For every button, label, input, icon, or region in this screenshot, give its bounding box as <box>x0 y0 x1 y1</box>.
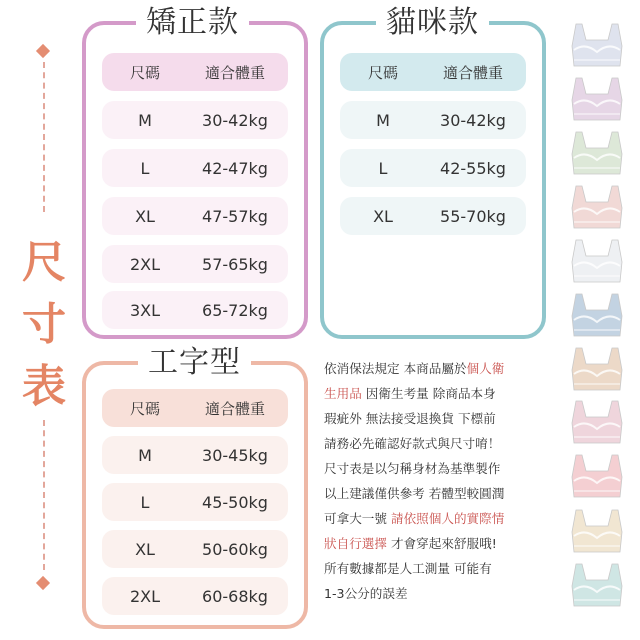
size-cell: M <box>138 110 152 130</box>
bra-thumb-5 <box>562 236 632 286</box>
notice-line: 所有數據都是人工測量 可能有 <box>324 561 492 576</box>
bra-thumb-4 <box>562 182 632 232</box>
bra-icon <box>562 74 632 124</box>
bra-icon <box>562 397 632 447</box>
weight-cell: 47-57kg <box>202 206 268 226</box>
table-row <box>102 101 288 139</box>
bra-icon <box>562 506 632 556</box>
table-title: 貓咪款 <box>376 3 489 43</box>
size-cell: L <box>140 492 150 512</box>
bra-icon <box>562 560 632 610</box>
weight-cell: 30-42kg <box>440 110 506 130</box>
column-header-weight: 適合體重 <box>204 399 265 418</box>
table-header-row <box>102 389 288 427</box>
bra-thumb-2 <box>562 74 632 124</box>
size-cell: M <box>376 110 390 130</box>
notice-line: 依消保法規定 本商品屬於個人衛 <box>324 361 505 376</box>
table-header-row <box>102 53 288 91</box>
size-cell: XL <box>135 539 155 559</box>
column-header-weight: 適合體重 <box>442 63 503 82</box>
table-row <box>102 436 288 474</box>
table-row <box>102 245 288 283</box>
table-row <box>102 530 288 568</box>
weight-cell: 45-50kg <box>202 492 268 512</box>
bottom-diamond-ornament <box>36 576 50 590</box>
column-header-size: 尺碼 <box>367 63 398 82</box>
bra-icon <box>562 236 632 286</box>
notice-line: 1-3公分的誤差 <box>324 586 408 601</box>
weight-cell: 57-65kg <box>202 254 268 274</box>
table-row <box>102 577 288 615</box>
size-cell: XL <box>135 206 155 226</box>
bra-icon <box>562 290 632 340</box>
size-cell: M <box>138 445 152 465</box>
table-header-row <box>340 53 526 91</box>
notice-line: 可拿大一號 請依照個人的實際情 <box>324 511 505 526</box>
notice-line: 瑕疵外 無法接受退換貨 下標前 <box>324 411 496 426</box>
notice-line: 狀自行選擇 才會穿起來舒服哦! <box>324 536 497 551</box>
bra-thumb-7 <box>562 344 632 394</box>
bra-thumb-6 <box>562 290 632 340</box>
bra-thumb-11 <box>562 560 632 610</box>
size-cell: L <box>140 158 150 178</box>
notice-line: 生用品 因衛生考量 除商品本身 <box>324 386 496 401</box>
table-row <box>340 197 526 235</box>
size-table-racerback <box>82 345 308 629</box>
weight-cell: 30-42kg <box>202 110 268 130</box>
weight-cell: 30-45kg <box>202 445 268 465</box>
table-row <box>102 291 288 329</box>
table-row <box>102 197 288 235</box>
size-table-corrective <box>82 5 308 339</box>
size-cell: L <box>378 158 388 178</box>
bra-thumb-1 <box>562 20 632 70</box>
bra-icon <box>562 128 632 178</box>
notice-line: 請務必先確認好款式與尺寸唷！ <box>324 436 501 451</box>
table-title: 工字型 <box>138 343 251 383</box>
bra-thumb-9 <box>562 451 632 501</box>
return-policy-notice <box>324 356 560 606</box>
table-row <box>102 149 288 187</box>
size-cell: XL <box>373 206 393 226</box>
notice-line: 尺寸表是以匀稱身材為基準製作 <box>324 461 501 476</box>
weight-cell: 50-60kg <box>202 539 268 559</box>
size-cell: 3XL <box>129 300 161 320</box>
size-cell: 2XL <box>129 586 161 606</box>
top-dashed-line <box>43 62 45 212</box>
bra-icon <box>562 20 632 70</box>
size-chart-title: 尺 寸 表 <box>22 237 66 412</box>
table-row <box>340 149 526 187</box>
bra-icon <box>562 344 632 394</box>
weight-cell: 42-55kg <box>440 158 506 178</box>
size-table-cat <box>320 5 546 339</box>
column-header-size: 尺碼 <box>129 63 160 82</box>
weight-cell: 55-70kg <box>440 206 506 226</box>
table-row <box>340 101 526 139</box>
weight-cell: 60-68kg <box>202 586 268 606</box>
weight-cell: 42-47kg <box>202 158 268 178</box>
bottom-dashed-line <box>43 420 45 570</box>
bra-thumb-10 <box>562 506 632 556</box>
bra-icon <box>562 182 632 232</box>
bra-icon <box>562 451 632 501</box>
column-header-size: 尺碼 <box>129 399 160 418</box>
top-diamond-ornament <box>36 44 50 58</box>
bra-thumb-8 <box>562 397 632 447</box>
table-row <box>102 483 288 521</box>
table-title: 矯正款 <box>136 3 249 43</box>
notice-line: 以上建議僅供參考 若體型較圓潤 <box>324 486 505 501</box>
weight-cell: 65-72kg <box>202 300 268 320</box>
bra-thumb-3 <box>562 128 632 178</box>
size-cell: 2XL <box>129 254 161 274</box>
column-header-weight: 適合體重 <box>204 63 265 82</box>
